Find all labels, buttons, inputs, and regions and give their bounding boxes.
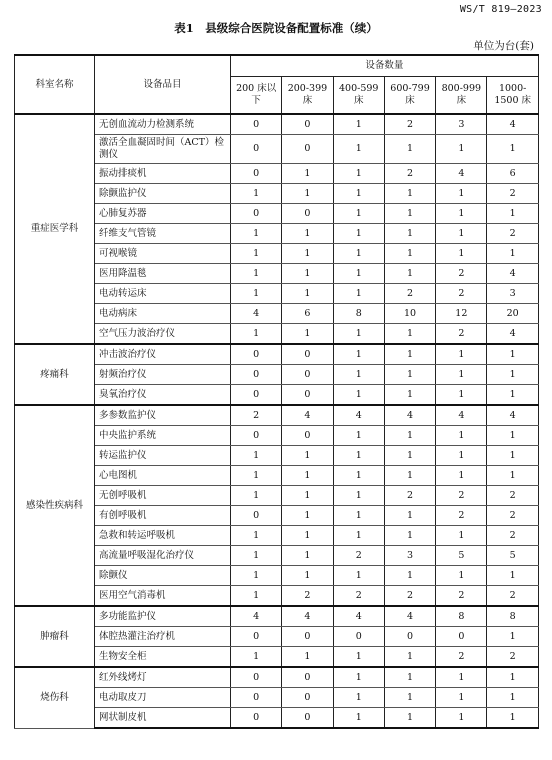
quantity-cell: 1: [282, 647, 333, 668]
quantity-cell: 1: [436, 526, 487, 546]
equipment-item: 空气压力波治疗仪: [95, 324, 231, 345]
quantity-cell: 0: [333, 627, 384, 647]
quantity-cell: 1: [333, 708, 384, 729]
quantity-cell: 0: [384, 627, 435, 647]
equipment-item: 转运监护仪: [95, 446, 231, 466]
quantity-cell: 1: [384, 506, 435, 526]
quantity-cell: 1: [436, 566, 487, 586]
quantity-cell: 0: [436, 627, 487, 647]
quantity-cell: 1: [333, 324, 384, 345]
quantity-cell: 3: [436, 114, 487, 135]
quantity-cell: 20: [487, 304, 538, 324]
equipment-item: 除颤仪: [95, 566, 231, 586]
quantity-cell: 1: [487, 244, 538, 264]
quantity-cell: 1: [384, 264, 435, 284]
quantity-cell: 1: [282, 446, 333, 466]
quantity-cell: 4: [436, 164, 487, 184]
quantity-cell: 1: [333, 446, 384, 466]
quantity-cell: 1: [384, 344, 435, 365]
equipment-table: [14, 54, 539, 729]
quantity-cell: 1: [282, 566, 333, 586]
quantity-cell: 1: [384, 184, 435, 204]
quantity-cell: 4: [384, 405, 435, 426]
equipment-item: 医用降温毯: [95, 264, 231, 284]
quantity-cell: 3: [487, 284, 538, 304]
equipment-item: 电动病床: [95, 304, 231, 324]
quantity-cell: 1: [384, 244, 435, 264]
quantity-cell: 0: [231, 708, 282, 729]
quantity-cell: 1: [333, 204, 384, 224]
quantity-cell: 1: [384, 667, 435, 688]
quantity-cell: 1: [282, 506, 333, 526]
quantity-cell: 1: [487, 426, 538, 446]
quantity-cell: 4: [333, 606, 384, 627]
quantity-cell: 1: [436, 667, 487, 688]
quantity-cell: 1: [436, 204, 487, 224]
quantity-cell: 1: [333, 566, 384, 586]
quantity-cell: 1: [436, 688, 487, 708]
quantity-cell: 2: [487, 647, 538, 668]
dept-name: 肿瘤科: [15, 606, 95, 667]
quantity-cell: 1: [231, 244, 282, 264]
table-row: [15, 606, 539, 627]
table-row: [15, 667, 539, 688]
equipment-item: 纤维支气管镜: [95, 224, 231, 244]
header-bed-level: 800-999 床: [436, 77, 487, 115]
equipment-item: 可视喉镜: [95, 244, 231, 264]
table-header: [15, 55, 539, 114]
quantity-cell: 1: [231, 647, 282, 668]
equipment-item: 心电图机: [95, 466, 231, 486]
equipment-item: 除颤监护仪: [95, 184, 231, 204]
quantity-cell: 2: [282, 586, 333, 607]
quantity-cell: 1: [231, 486, 282, 506]
quantity-cell: 1: [231, 264, 282, 284]
table-body: [15, 114, 539, 728]
dept-name: 疼痛科: [15, 344, 95, 405]
quantity-cell: 1: [333, 184, 384, 204]
quantity-cell: 1: [384, 135, 435, 164]
quantity-cell: 1: [282, 244, 333, 264]
quantity-cell: 2: [436, 486, 487, 506]
quantity-cell: 0: [282, 365, 333, 385]
quantity-cell: 5: [436, 546, 487, 566]
quantity-cell: 1: [333, 365, 384, 385]
quantity-cell: 1: [436, 184, 487, 204]
header-bed-level: 600-799 床: [384, 77, 435, 115]
quantity-cell: 2: [384, 114, 435, 135]
quantity-cell: 1: [384, 708, 435, 729]
quantity-cell: 2: [487, 526, 538, 546]
header-bed-level: 200-399 床: [282, 77, 333, 115]
quantity-cell: 1: [282, 466, 333, 486]
dept-name: 感染性疾病科: [15, 405, 95, 606]
header-bed-level: 400-599 床: [333, 77, 384, 115]
quantity-cell: 2: [436, 506, 487, 526]
equipment-item: 激活全血凝固时间（ACT）检测仪: [95, 135, 231, 164]
quantity-cell: 10: [384, 304, 435, 324]
quantity-cell: 2: [231, 405, 282, 426]
quantity-cell: 2: [333, 586, 384, 607]
quantity-cell: 4: [282, 606, 333, 627]
quantity-cell: 1: [231, 324, 282, 345]
quantity-cell: 1: [282, 284, 333, 304]
quantity-cell: 0: [282, 426, 333, 446]
quantity-cell: 1: [487, 385, 538, 406]
quantity-cell: 1: [487, 708, 538, 729]
quantity-cell: 1: [436, 224, 487, 244]
quantity-cell: 2: [333, 546, 384, 566]
standard-number: WS/T 819—2023: [459, 4, 542, 15]
quantity-cell: 0: [231, 627, 282, 647]
quantity-cell: 1: [436, 385, 487, 406]
equipment-item: 生物安全柜: [95, 647, 231, 668]
quantity-cell: 2: [487, 184, 538, 204]
quantity-cell: 1: [282, 224, 333, 244]
quantity-cell: 0: [282, 627, 333, 647]
quantity-cell: 1: [231, 184, 282, 204]
quantity-cell: 4: [231, 606, 282, 627]
quantity-cell: 1: [282, 546, 333, 566]
quantity-cell: 1: [231, 284, 282, 304]
quantity-cell: 0: [282, 204, 333, 224]
quantity-cell: 1: [231, 224, 282, 244]
quantity-cell: 1: [436, 466, 487, 486]
quantity-cell: 1: [333, 114, 384, 135]
quantity-cell: 1: [384, 224, 435, 244]
quantity-cell: 0: [282, 688, 333, 708]
quantity-cell: 0: [231, 135, 282, 164]
quantity-cell: 1: [231, 546, 282, 566]
quantity-cell: 4: [487, 405, 538, 426]
quantity-cell: 3: [384, 546, 435, 566]
quantity-cell: 0: [231, 506, 282, 526]
quantity-cell: 1: [333, 647, 384, 668]
quantity-cell: 1: [487, 667, 538, 688]
quantity-cell: 1: [333, 506, 384, 526]
quantity-cell: 2: [384, 586, 435, 607]
quantity-cell: 1: [282, 526, 333, 546]
equipment-item: 高流量呼吸湿化治疗仪: [95, 546, 231, 566]
equipment-item: 急救和转运呼吸机: [95, 526, 231, 546]
quantity-cell: 1: [333, 385, 384, 406]
quantity-cell: 0: [231, 688, 282, 708]
equipment-item: 臭氧治疗仪: [95, 385, 231, 406]
quantity-cell: 1: [282, 184, 333, 204]
quantity-cell: 1: [231, 566, 282, 586]
table-row: [15, 405, 539, 426]
quantity-cell: 0: [231, 344, 282, 365]
quantity-cell: 1: [436, 244, 487, 264]
quantity-cell: 8: [333, 304, 384, 324]
quantity-cell: 1: [333, 486, 384, 506]
quantity-cell: 1: [384, 324, 435, 345]
equipment-item: 无创呼吸机: [95, 486, 231, 506]
quantity-cell: 5: [487, 546, 538, 566]
quantity-cell: 1: [436, 135, 487, 164]
quantity-cell: 0: [282, 708, 333, 729]
quantity-cell: 1: [333, 224, 384, 244]
dept-name: 烧伤科: [15, 667, 95, 728]
quantity-cell: 1: [231, 466, 282, 486]
unit-note: 单位为台(套): [473, 40, 534, 52]
quantity-cell: 2: [384, 486, 435, 506]
quantity-cell: 2: [384, 164, 435, 184]
quantity-cell: 12: [436, 304, 487, 324]
quantity-cell: 1: [487, 365, 538, 385]
quantity-cell: 1: [487, 204, 538, 224]
quantity-cell: 2: [436, 284, 487, 304]
quantity-cell: 1: [333, 244, 384, 264]
header-item: 设备品目: [95, 55, 231, 114]
quantity-cell: 1: [384, 204, 435, 224]
quantity-cell: 1: [333, 164, 384, 184]
table-caption: 表1 县级综合医院设备配置标准（续）: [174, 21, 378, 35]
quantity-cell: 1: [384, 647, 435, 668]
quantity-cell: 6: [282, 304, 333, 324]
quantity-cell: 1: [384, 426, 435, 446]
header-bed-level: 1000-1500 床: [487, 77, 538, 115]
quantity-cell: 0: [282, 667, 333, 688]
quantity-cell: 2: [487, 486, 538, 506]
quantity-cell: 1: [231, 526, 282, 546]
dept-name: 重症医学科: [15, 114, 95, 344]
quantity-cell: 1: [333, 667, 384, 688]
quantity-cell: 4: [487, 264, 538, 284]
quantity-cell: 4: [333, 405, 384, 426]
quantity-cell: 1: [333, 344, 384, 365]
quantity-cell: 1: [384, 446, 435, 466]
quantity-cell: 8: [436, 606, 487, 627]
quantity-cell: 1: [384, 365, 435, 385]
quantity-cell: 1: [333, 264, 384, 284]
quantity-cell: 1: [282, 324, 333, 345]
quantity-cell: 4: [231, 304, 282, 324]
quantity-cell: 1: [384, 466, 435, 486]
equipment-item: 多参数监护仪: [95, 405, 231, 426]
quantity-cell: 2: [384, 284, 435, 304]
quantity-cell: 0: [282, 135, 333, 164]
header-quantity: 设备数量: [231, 55, 539, 77]
quantity-cell: 1: [487, 627, 538, 647]
quantity-cell: 1: [333, 688, 384, 708]
equipment-item: 电动转运床: [95, 284, 231, 304]
quantity-cell: 1: [333, 426, 384, 446]
equipment-item: 网状制皮机: [95, 708, 231, 729]
quantity-cell: 1: [384, 385, 435, 406]
quantity-cell: 4: [282, 405, 333, 426]
quantity-cell: 4: [436, 405, 487, 426]
equipment-item: 冲击波治疗仪: [95, 344, 231, 365]
quantity-cell: 6: [487, 164, 538, 184]
quantity-cell: 0: [231, 164, 282, 184]
equipment-item: 电动取皮刀: [95, 688, 231, 708]
equipment-item: 射频治疗仪: [95, 365, 231, 385]
header-dept: 科室名称: [15, 55, 95, 114]
quantity-cell: 1: [436, 426, 487, 446]
quantity-cell: 4: [487, 114, 538, 135]
quantity-cell: 1: [487, 135, 538, 164]
quantity-cell: 1: [436, 708, 487, 729]
quantity-cell: 1: [487, 466, 538, 486]
quantity-cell: 1: [282, 164, 333, 184]
equipment-item: 医用空气消毒机: [95, 586, 231, 607]
equipment-item: 体腔热灌注治疗机: [95, 627, 231, 647]
quantity-cell: 1: [282, 486, 333, 506]
quantity-cell: 1: [384, 526, 435, 546]
quantity-cell: 0: [282, 114, 333, 135]
quantity-cell: 1: [333, 135, 384, 164]
equipment-item: 中央监护系统: [95, 426, 231, 446]
quantity-cell: 0: [231, 667, 282, 688]
quantity-cell: 0: [231, 385, 282, 406]
quantity-cell: 1: [436, 344, 487, 365]
quantity-cell: 1: [333, 284, 384, 304]
quantity-cell: 1: [436, 446, 487, 466]
quantity-cell: 2: [436, 324, 487, 345]
table-row: [15, 344, 539, 365]
quantity-cell: 2: [487, 506, 538, 526]
equipment-item: 红外线烤灯: [95, 667, 231, 688]
quantity-cell: 1: [333, 466, 384, 486]
quantity-cell: 0: [231, 204, 282, 224]
equipment-item: 无创血流动力检测系统: [95, 114, 231, 135]
quantity-cell: 1: [487, 566, 538, 586]
quantity-cell: 0: [231, 426, 282, 446]
header-bed-level: 200 床以下: [231, 77, 282, 115]
quantity-cell: 1: [231, 586, 282, 607]
quantity-cell: 8: [487, 606, 538, 627]
quantity-cell: 2: [436, 264, 487, 284]
equipment-item: 心肺复苏器: [95, 204, 231, 224]
equipment-item: 多功能监护仪: [95, 606, 231, 627]
quantity-cell: 1: [436, 365, 487, 385]
quantity-cell: 2: [487, 224, 538, 244]
quantity-cell: 0: [282, 344, 333, 365]
quantity-cell: 1: [231, 446, 282, 466]
quantity-cell: 4: [487, 324, 538, 345]
quantity-cell: 1: [487, 344, 538, 365]
quantity-cell: 2: [436, 586, 487, 607]
quantity-cell: 1: [384, 688, 435, 708]
quantity-cell: 1: [282, 264, 333, 284]
equipment-item: 有创呼吸机: [95, 506, 231, 526]
quantity-cell: 0: [231, 114, 282, 135]
quantity-cell: 1: [487, 446, 538, 466]
quantity-cell: 2: [436, 647, 487, 668]
quantity-cell: 0: [231, 365, 282, 385]
quantity-cell: 4: [384, 606, 435, 627]
quantity-cell: 1: [384, 566, 435, 586]
quantity-cell: 0: [282, 385, 333, 406]
quantity-cell: 1: [333, 526, 384, 546]
equipment-item: 振动排痰机: [95, 164, 231, 184]
quantity-cell: 2: [487, 586, 538, 607]
table-row: [15, 114, 539, 135]
quantity-cell: 1: [487, 688, 538, 708]
